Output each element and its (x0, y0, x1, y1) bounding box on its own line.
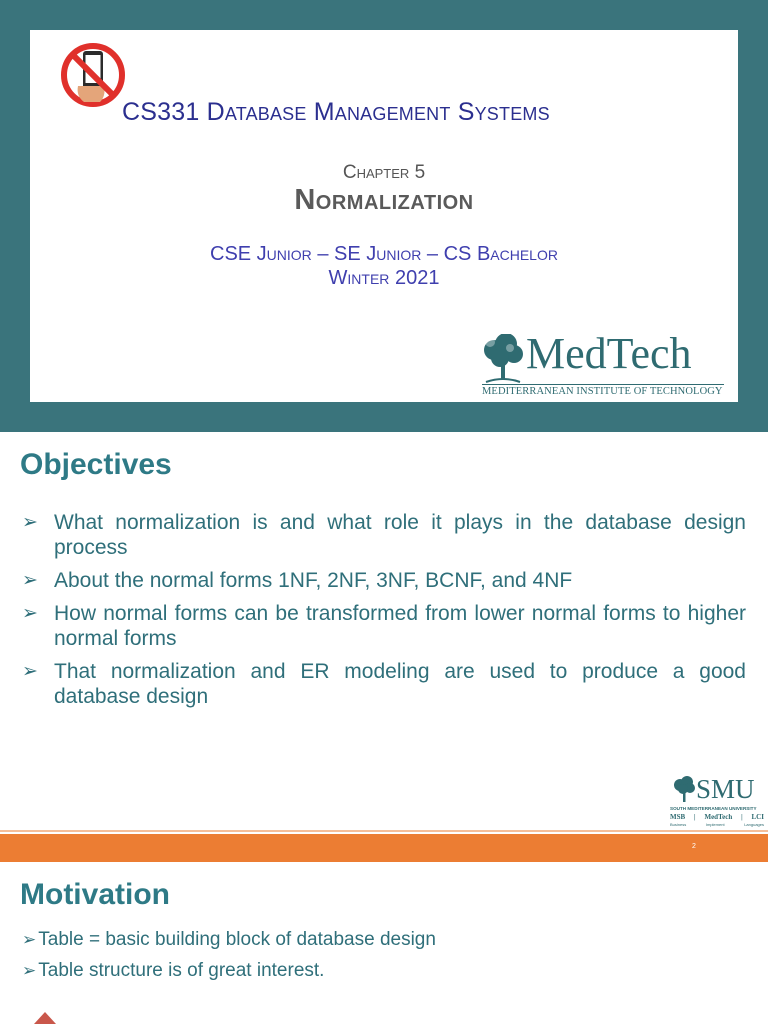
list-item (22, 928, 436, 952)
list-item (22, 568, 746, 593)
smu-logo-name: SMU (696, 774, 755, 804)
smu-university-name: SOUTH MEDITERRANEAN UNIVERSITY (670, 806, 757, 811)
bullet-text: How normal forms can be transformed from lower normal forms to higher normal forms (54, 602, 746, 650)
medtech-logo-name: MedTech (526, 329, 692, 378)
divider: | (741, 813, 743, 821)
smu-school: MSB (670, 813, 686, 821)
objectives-slide (0, 432, 768, 864)
bullet-text: Table = basic building block of database design (38, 929, 436, 950)
footer-divider (0, 830, 768, 832)
objectives-title: Objectives (20, 448, 172, 481)
topic-title: Normalization (294, 184, 474, 216)
page-number: 2 (692, 843, 696, 850)
arrow-bullet-icon: ➢ (22, 661, 38, 682)
arrow-bullet-icon: ➢ (22, 961, 37, 980)
smu-tag: Implement (705, 822, 725, 827)
arrow-bullet-icon: ➢ (22, 930, 37, 949)
smu-logo (670, 776, 764, 828)
bullet-text: About the normal forms 1NF, 2NF, 3NF, BCNF, and 4NF (54, 569, 573, 592)
bullet-text: That normalization and ER modeling are used to produce a good database design (54, 660, 746, 708)
arrow-bullet-icon: ➢ (22, 512, 38, 533)
chapter-label: Chapter 5 (342, 162, 426, 183)
footer-bar (0, 834, 768, 862)
smu-school: LCI (751, 813, 764, 821)
bullet-text: Table structure is of great interest. (38, 960, 325, 981)
medtech-tree-icon (480, 334, 526, 388)
medtech-logo-subtitle: MEDITERRANEAN INSTITUTE OF TECHNOLOGY (482, 386, 723, 397)
arrow-bullet-icon: ➢ (22, 603, 38, 624)
motivation-list (22, 928, 436, 990)
motivation-title: Motivation (20, 878, 170, 911)
arrow-bullet-icon: ➢ (22, 570, 38, 591)
smu-tags (670, 822, 764, 827)
smu-tree-icon (672, 776, 696, 804)
partial-illustration-icon (30, 1010, 60, 1024)
audience-line: CSE Junior – SE Junior – CS Bachelor (210, 243, 558, 265)
title-slide-card (30, 30, 738, 402)
list-item (22, 601, 746, 651)
divider: | (694, 813, 696, 821)
list-item (22, 959, 436, 983)
objectives-list (22, 510, 746, 717)
course-title: CS331 Database Management Systems (122, 98, 550, 126)
bullet-text: What normalization is and what role it plays in the database design process (54, 511, 746, 559)
title-slide (0, 0, 768, 432)
list-item (22, 510, 746, 560)
list-item (22, 659, 746, 709)
motivation-slide (0, 864, 768, 1024)
smu-school: MedTech (704, 813, 733, 821)
smu-schools (670, 813, 764, 821)
smu-tag: Languages (744, 822, 764, 827)
term-line: Winter 2021 (328, 267, 440, 289)
smu-tag: Business (670, 822, 687, 827)
medtech-logo (480, 329, 730, 404)
